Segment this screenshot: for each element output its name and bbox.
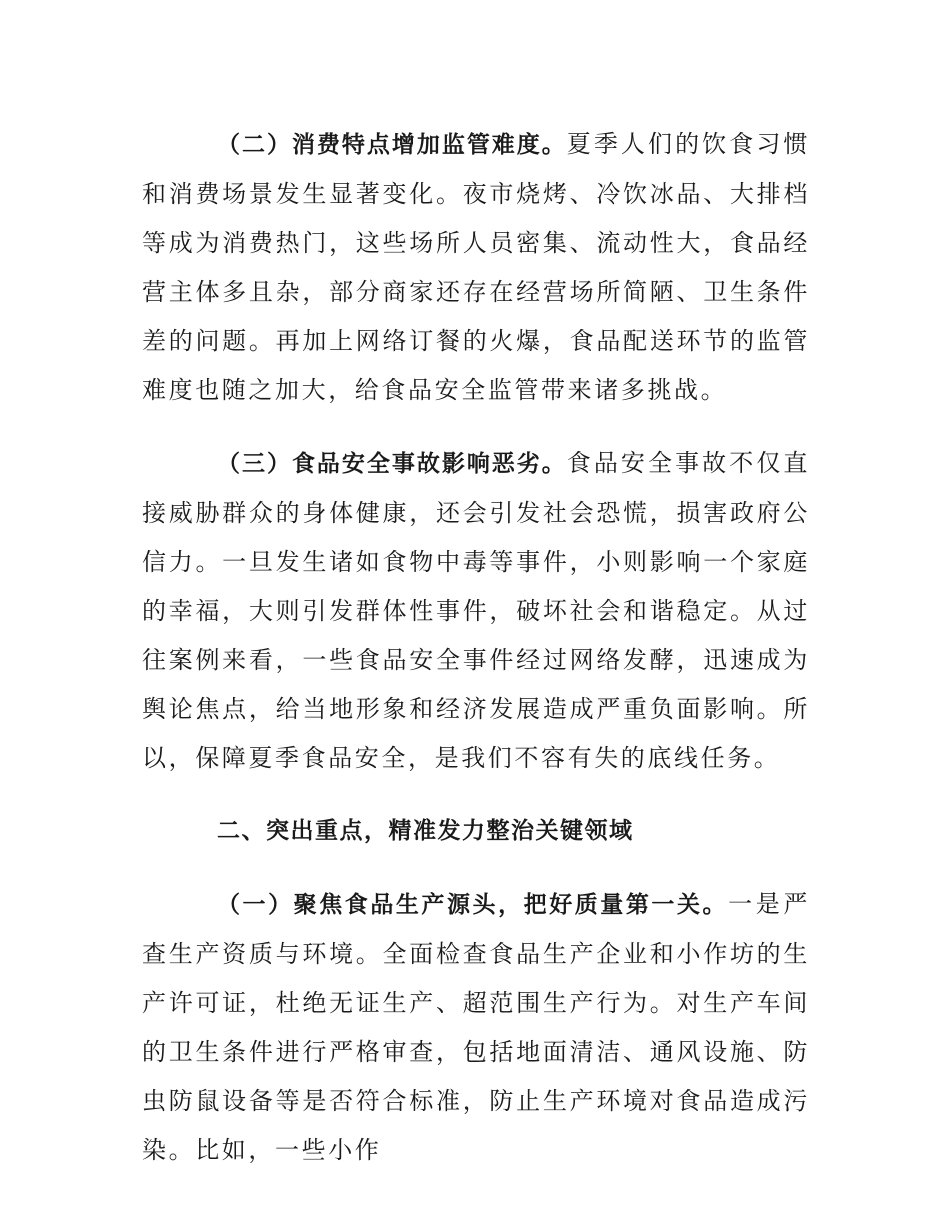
paragraph-text: 夏季人们的饮食习惯和消费场景发生显著变化。夜市烧烤、冷饮冰品、大排档等成为消费热门，这些场所人员密集、流动性大，食品经营主体多且杂，部分商家还存在经营场所简陋、卫生条件差的问题。再加上网络订餐的火爆，食品配送环节的监管难度也随之加大，给食品安全监管带来诸多挑战。 — [142, 130, 811, 404]
paragraph-lead: （一）聚焦食品生产源头，把好质量第一关。 — [217, 892, 729, 918]
paragraph-text: 一是严查生产资质与环境。全面检查食品生产企业和小作坊的生产许可证，杜绝无证生产、超范围生产行为。对生产车间的卫生条件进行严格审查，包括地面清洁、通风设施、防虫防鼠设备等是否符合标准，防止生产环境对食品造成污染。比如，一些小作 — [142, 890, 811, 1164]
paragraph-text: 食品安全事故不仅直接威胁群众的身体健康，还会引发社会恐慌，损害政府公信力。一旦发生诸如食物中毒等事件，小则影响一个家庭的幸福，大则引发群体性事件，破坏社会和谐稳定。从过往案例来看，一些食品安全事件经过网络发酵，迅速成为舆论焦点，给当地形象和经济发展造成严重负面影响。所以，保障夏季食品安全，是我们不容有失的底线任务。 — [142, 449, 811, 772]
paragraph-lead: （二）消费特点增加监管难度。 — [217, 132, 567, 158]
paragraph-consumption-features — [142, 120, 810, 415]
section-heading: 二、突出重点，精准发力整治关键领域 — [217, 818, 634, 844]
paragraph-food-safety-incidents — [142, 439, 810, 783]
document-body — [142, 120, 810, 1199]
paragraph-production-source — [142, 880, 810, 1175]
paragraph-lead: （三）食品安全事故影响恶劣。 — [217, 451, 567, 477]
